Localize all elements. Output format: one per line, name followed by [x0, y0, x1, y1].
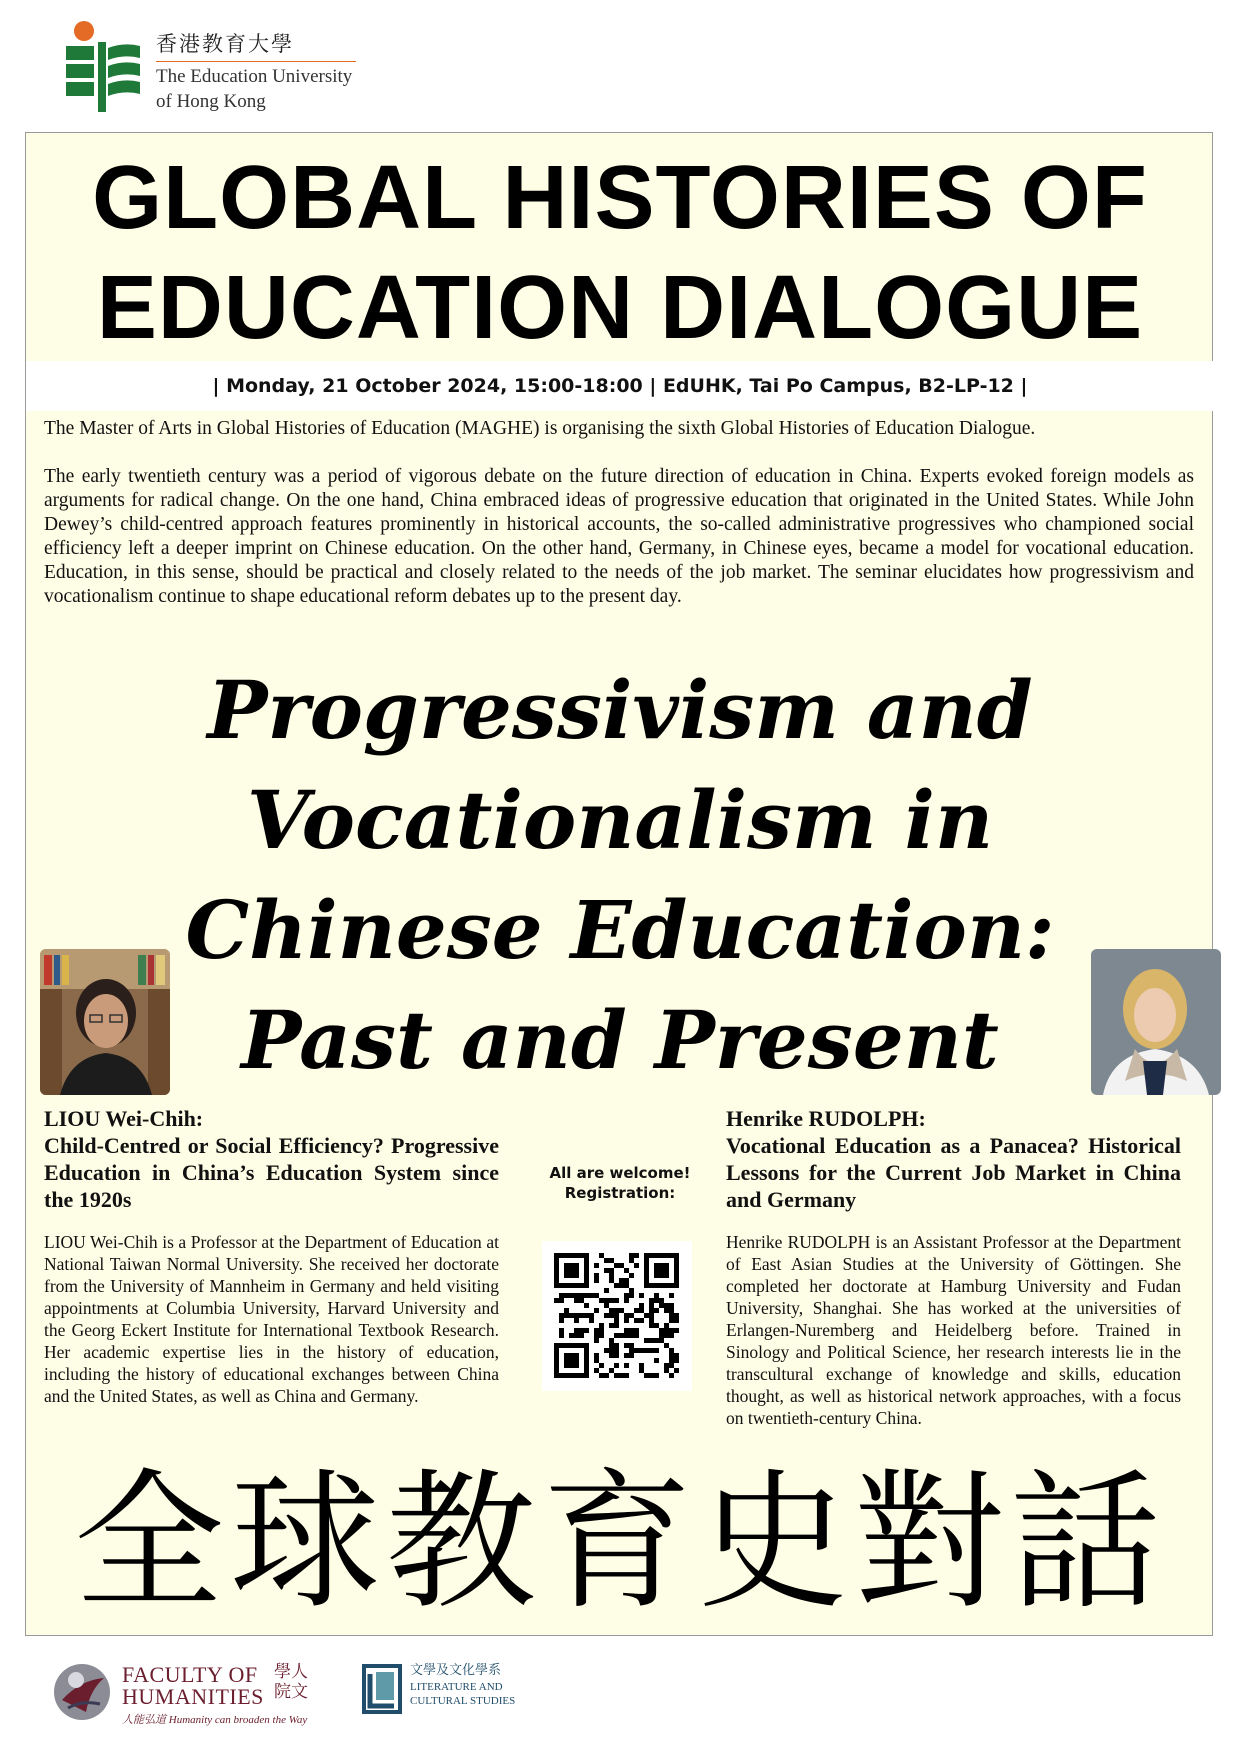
talk-title-line-2: Vocationalism in — [246, 773, 994, 867]
qr-code-icon[interactable] — [542, 1241, 692, 1391]
speaker-photo-rudolph-image — [1091, 949, 1221, 1095]
intro-text — [44, 417, 1194, 633]
registration-label: Registration: — [564, 1184, 676, 1202]
lcs-wordmark — [410, 1662, 515, 1708]
speaker-rudolph-bio: Henrike RUDOLPH is an Assistant Professor at the Department of East Asian Studies at the University of Göttingen. She completed her doctorate at Hamburg University and Fudan University, Shanghai. She has worked at the universities of Erlangen-Nuremberg and Heidelberg before. Trained in Sinology and Political Science, her research interests lie in the transcultural exchange of knowledge and skills, education thought, as well as historical network approaches, with a focus on twentieth-century China. — [726, 1232, 1181, 1428]
speaker-liou-talk-title: Child-Centred or Social Efficiency? Progressive Education in China’s Education System since the 1920s — [44, 1133, 499, 1212]
speaker-liou-bio: LIOU Wei-Chih is a Professor at the Department of Education at National Taiwan Normal University. She received her doctorate from the University of Mannheim in Germany and held visiting appointments at Columbia University, Harvard University and the Georg Eckert Institute for International Textbook Research. Her academic expertise lies in the history of education, including the history of educational exchanges between China and the United States, as well as China and Germany. — [44, 1232, 499, 1406]
welcome-text: All are welcome! — [549, 1164, 691, 1182]
chinese-title: 全球教育史對話 — [73, 1456, 1166, 1630]
talk-title-line-1: Progressivism and — [207, 663, 1033, 757]
eduhk-name-en-1: The Education University — [156, 66, 353, 87]
humanities-motto: 人能弘道 Humanity can broaden the Way — [122, 1714, 308, 1726]
poster — [25, 132, 1213, 1636]
lcs-department-logo — [362, 1662, 542, 1722]
talk-title-line-3: Chinese Education: — [185, 883, 1055, 977]
main-title — [26, 143, 1214, 363]
talk-title — [86, 655, 1154, 1095]
main-title-line-2: EDUCATION DIALOGUE — [96, 258, 1144, 358]
speaker-rudolph-name: Henrike RUDOLPH: — [726, 1106, 926, 1131]
speaker-liou-heading — [44, 1105, 499, 1213]
speaker-rudolph-heading — [726, 1105, 1181, 1213]
eduhk-wordmark — [156, 28, 366, 112]
humanities-emblem-icon — [50, 1660, 114, 1724]
main-title-line-1: GLOBAL HISTORIES OF — [92, 148, 1148, 248]
eduhk-name-zh: 香港教育大學 — [156, 28, 356, 62]
eduhk-logo — [64, 20, 364, 116]
faculty-of-humanities-logo — [50, 1656, 340, 1728]
speaker-liou-name: LIOU Wei-Chih: — [44, 1106, 204, 1131]
humanities-line-2: HUMANITIES — [122, 1684, 264, 1709]
humanities-line-1: FACULTY OF — [122, 1662, 258, 1687]
lcs-line-1: LITERATURE AND — [410, 1681, 503, 1693]
talk-title-line-4: Past and Present — [241, 993, 999, 1087]
eduhk-logo-icon — [64, 20, 144, 116]
humanities-name-zh: 學人院文 — [274, 1662, 308, 1702]
speaker-photo-liou — [40, 949, 170, 1095]
lcs-emblem-icon — [362, 1664, 402, 1714]
speaker-photo-liou-image — [40, 949, 170, 1095]
intro-paragraph-1: The Master of Arts in Global Histories of Education (MAGHE) is organising the sixth Global Histories of Education Dialogue. — [44, 418, 1036, 439]
welcome-note — [536, 1163, 704, 1203]
lcs-name-zh: 文學及文化學系 — [410, 1663, 502, 1678]
lcs-line-2: CULTURAL STUDIES — [410, 1695, 516, 1707]
event-info-bar: | Monday, 21 October 2024, 15:00-18:00 | EdUHK, Tai Po Campus, B2-LP-12 | — [26, 361, 1214, 411]
speaker-photo-rudolph — [1091, 949, 1221, 1095]
intro-paragraph-2: The early twentieth century was a period of vigorous debate on the future direction of education in China. Experts evoked foreign models as arguments for radical change. On the one hand, China embraced ideas of progressive education that originated in the United States. While John Dewey’s child-centred approach features prominently in historical accounts, the so-called administrative progressives who championed social efficiency left a deeper imprint on Chinese education. On the other hand, Germany, in Chinese eyes, became a model for vocational education. Education, in this sense, should be practical and closely related to the needs of the job market. The seminar elucidates how progressivism and vocationalism continue to shape educational reform debates up to the present day. — [44, 466, 1194, 607]
speaker-rudolph-talk-title: Vocational Education as a Panacea? Historical Lessons for the Current Job Market in China and Germany — [726, 1133, 1181, 1212]
eduhk-name-en-2: of Hong Kong — [156, 91, 266, 112]
